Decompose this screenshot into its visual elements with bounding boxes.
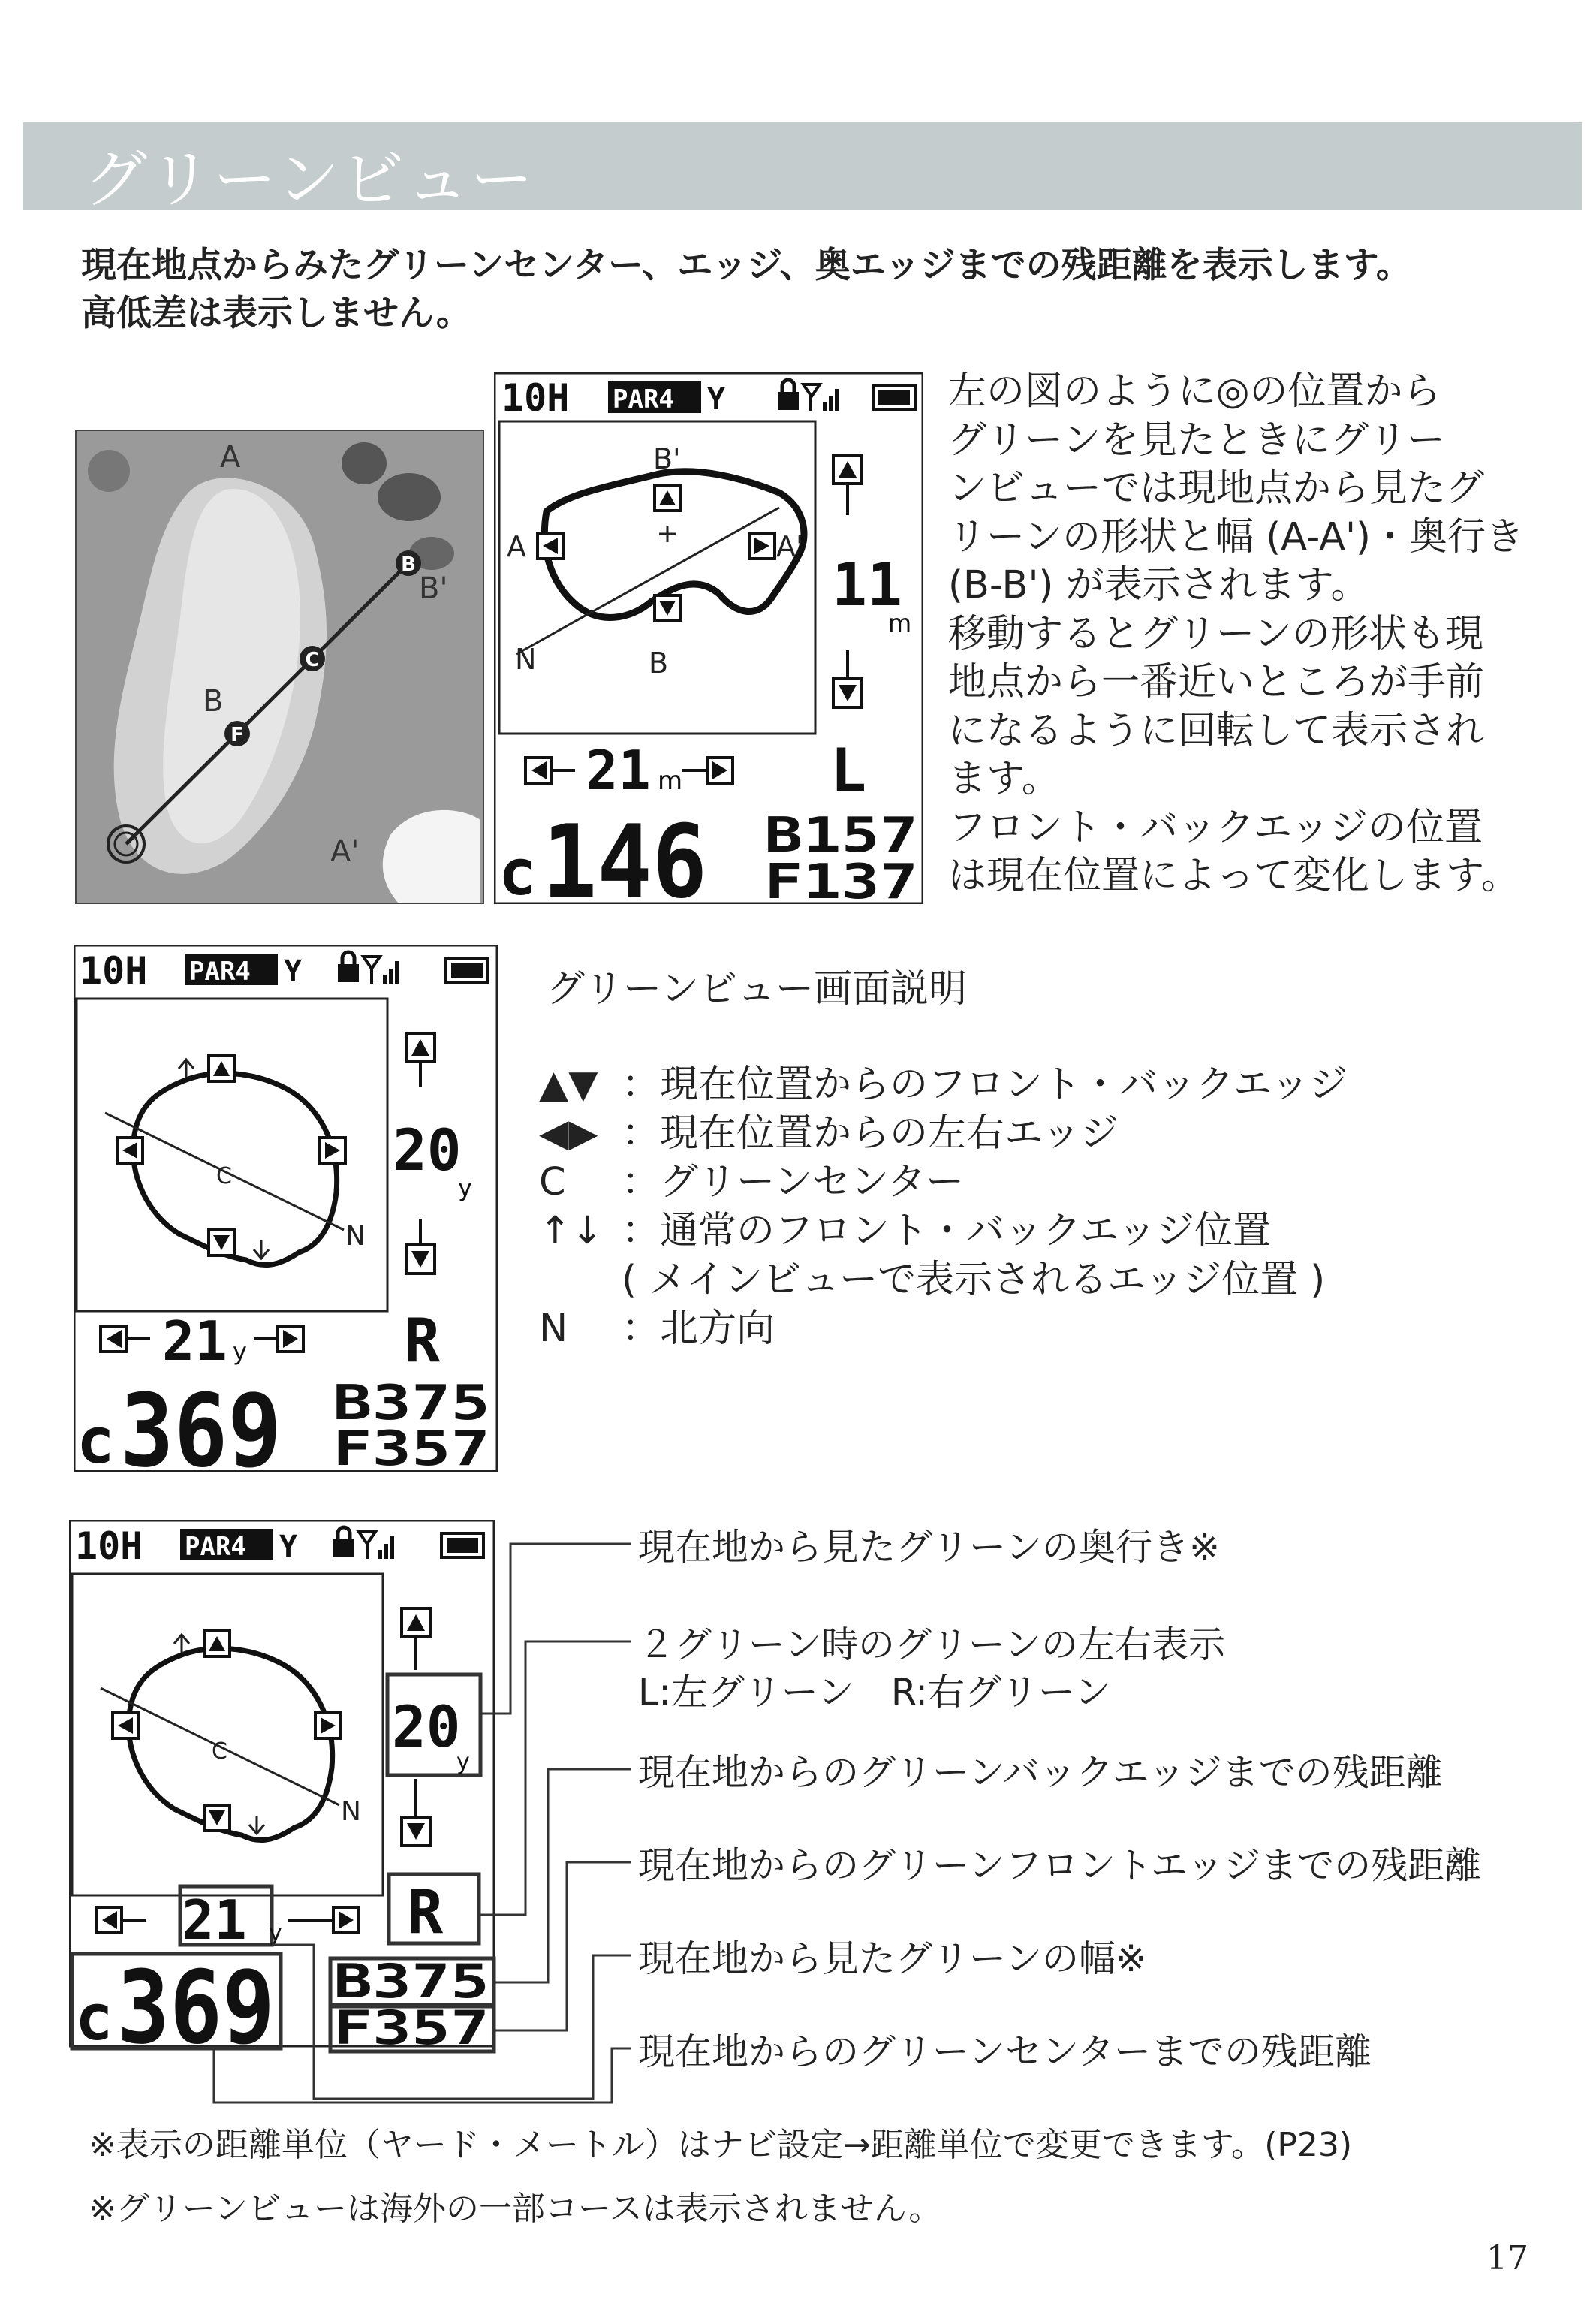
device2-bar-1 — [383, 975, 387, 984]
callout-front-edge: 現在地からのグリーンフロントエッジまでの残距離 — [638, 1844, 1482, 1887]
device2-depth-unit: y — [458, 1174, 472, 1202]
description-line: ます。 — [948, 757, 1060, 801]
device1-depth-unit: m — [888, 609, 912, 638]
device3-center: 369 — [117, 1949, 275, 2066]
legend-text: ：通常のフロント・バックエッジ位置 — [622, 1209, 1271, 1253]
description-line: (B-B') が表示されます。 — [948, 563, 1369, 607]
device1-label-b: B — [649, 647, 669, 680]
device2-bar-2 — [389, 969, 393, 984]
map-label-a-prime: A' — [330, 834, 360, 869]
device3-width: 21 — [182, 1889, 247, 1952]
device3-front: F357 — [333, 2000, 489, 2055]
device1-bar-1 — [823, 402, 827, 411]
section-title: グリーンビュー — [84, 143, 535, 216]
device1-width: 21 — [586, 739, 651, 802]
map-label-b: B — [203, 684, 224, 719]
legend-symbol-up-down-icon: ▲▼ — [539, 1063, 598, 1107]
description-line: 左の図のように◎の位置から — [948, 369, 1441, 414]
legend-symbol-north: N — [539, 1307, 568, 1351]
device2-center: 369 — [120, 1373, 282, 1472]
device2-back: B375 — [333, 1376, 490, 1431]
device2-bar-3 — [395, 961, 399, 984]
device-screen-3 — [69, 1520, 501, 2068]
device1-signal-icon: Y — [707, 382, 726, 417]
leader-front — [494, 1862, 631, 2030]
device-screen-1 — [494, 372, 923, 904]
legend-symbol-center: C — [539, 1160, 566, 1204]
back-edge-marker-label: B — [401, 553, 416, 576]
device2-battery-fill — [451, 963, 483, 978]
device3-bar-2 — [384, 1544, 388, 1559]
device3-lock-icon — [333, 1539, 354, 1557]
center-marker-label: C — [305, 649, 320, 671]
device2-lock-icon — [338, 964, 359, 982]
device1-label-a: A — [507, 530, 526, 563]
legend-symbol-left-right-icon: ◀▶ — [539, 1111, 598, 1156]
note-units: ※表示の距離単位（ヤード・メートル）はナビ設定→距離単位で変更できます。(P23) — [89, 2126, 1353, 2164]
device1-center-prefix: c — [498, 836, 537, 904]
device2-side: R — [404, 1306, 441, 1376]
device3-depth: 20 — [392, 1693, 461, 1760]
legend-symbol-arrows-icon: ↑↓ — [539, 1209, 604, 1253]
device2-center-prefix: c — [77, 1404, 115, 1472]
legend-text: ：グリーンセンター — [622, 1160, 964, 1204]
legend-row — [539, 1199, 1271, 1255]
intro-line-2: 高低差は表示しません。 — [81, 293, 471, 334]
device3-depth-unit: y — [456, 1749, 470, 1775]
device3-signal-icon: Y — [279, 1530, 298, 1564]
callout-back-edge: 現在地からのグリーンバックエッジまでの残距離 — [638, 1751, 1443, 1794]
device1-depth: 11 — [832, 552, 902, 619]
intro-text — [81, 242, 1411, 338]
device3-back: B375 — [333, 1954, 489, 2009]
device1-back: B157 — [764, 808, 918, 864]
legend-text: ( メインビューで表示されるエッジ位置 ) — [622, 1258, 1326, 1302]
device1-battery-fill — [878, 390, 910, 405]
course-map-figure — [75, 430, 484, 904]
device3-par: PAR4 — [185, 1532, 246, 1562]
legend-row — [539, 1053, 1348, 1108]
device2-par: PAR4 — [189, 957, 251, 987]
description-line: は現在位置によって変化します。 — [948, 854, 1519, 898]
device1-hole: 10H — [501, 376, 570, 420]
device3-width-unit: y — [269, 1920, 282, 1946]
front-edge-marker-label: F — [230, 724, 244, 746]
device1-label-b-prime: B' — [653, 442, 681, 475]
bunker-top-left — [88, 450, 130, 492]
device1-par: PAR4 — [613, 384, 674, 414]
device1-side: L — [830, 736, 867, 806]
legend-row — [539, 1150, 964, 1206]
device2-signal-icon: Y — [284, 954, 303, 989]
device3-label-n: N — [341, 1796, 361, 1827]
description-block — [948, 368, 1524, 901]
device1-bar-3 — [835, 389, 839, 411]
device2-width-unit: y — [233, 1337, 247, 1366]
device3-hole: 10H — [75, 1524, 143, 1568]
legend-title: グリーンビュー画面説明 — [547, 967, 967, 1011]
callout-width: 現在地から見たグリーンの幅※ — [638, 1937, 1147, 1980]
device2-width: 21 — [162, 1310, 227, 1373]
legend-row — [539, 1297, 775, 1352]
description-line: グリーンを見たときにグリー — [948, 417, 1445, 463]
device2-label-n: N — [345, 1221, 366, 1252]
callout-center: 現在地からのグリーンセンターまでの残距離 — [638, 2030, 1372, 2073]
legend-row — [539, 1102, 1119, 1157]
legend-text: ：北方向 — [622, 1307, 775, 1351]
leader-depth — [480, 1544, 631, 1714]
description-line: フロント・バックエッジの位置 — [948, 805, 1483, 850]
device2-hole: 10H — [80, 949, 148, 993]
device3-center-prefix: c — [75, 1981, 113, 2054]
leader-side — [479, 1641, 631, 1915]
device1-lock-icon — [778, 392, 799, 410]
device2-depth: 20 — [393, 1117, 462, 1183]
callout-left-right: L:左グリーン R:右グリーン — [638, 1671, 1111, 1714]
legend-text: ：現在位置からの左右エッジ — [622, 1111, 1119, 1156]
callout-two-green: ２グリーン時のグリーンの左右表示 — [638, 1623, 1226, 1666]
legend-row — [539, 1248, 1325, 1304]
map-label-a: A — [220, 440, 241, 475]
device3-side: R — [407, 1877, 444, 1947]
device3-bar-3 — [390, 1536, 394, 1559]
description-line: 移動するとグリーンの形状も現 — [948, 611, 1483, 656]
device3-bar-1 — [378, 1550, 382, 1559]
device-screen-2 — [74, 945, 498, 1472]
legend-text: ：現在位置からのフロント・バックエッジ — [622, 1063, 1348, 1107]
device1-label-n: N — [515, 643, 537, 676]
description-line: リーンの形状と幅 (A-A')・奥行き — [948, 514, 1524, 559]
device2-front: F357 — [333, 1421, 490, 1472]
device2-label-c: C — [216, 1163, 232, 1189]
callout-depth: 現在地から見たグリーンの奥行き※ — [638, 1526, 1221, 1569]
description-line: 地点から一番近いところが手前 — [948, 660, 1485, 704]
device1-label-a-prime: A' — [776, 530, 804, 563]
device1-width-unit: m — [658, 766, 683, 796]
device1-bar-2 — [829, 396, 833, 411]
description-line: ンビューでは現地点から見たグ — [948, 466, 1485, 511]
device3-battery-fill — [447, 1538, 478, 1553]
description-line: になるように回転して表示され — [948, 708, 1485, 753]
bunker-top-right-2 — [378, 473, 441, 521]
leader-back — [494, 1769, 631, 1982]
device1-front: F137 — [764, 855, 918, 904]
note-overseas: ※グリーンビューは海外の一部コースは表示されません。 — [89, 2190, 942, 2228]
page-number: 17 — [1486, 2239, 1528, 2277]
bunker-top-right-1 — [342, 442, 387, 484]
map-label-b-prime: B' — [419, 571, 448, 606]
device1-center: 146 — [542, 803, 707, 904]
device3-label-c: C — [212, 1738, 227, 1765]
intro-line-1: 現在地点からみたグリーンセンター、エッジ、奥エッジまでの残距離を表示します。 — [81, 245, 1411, 286]
